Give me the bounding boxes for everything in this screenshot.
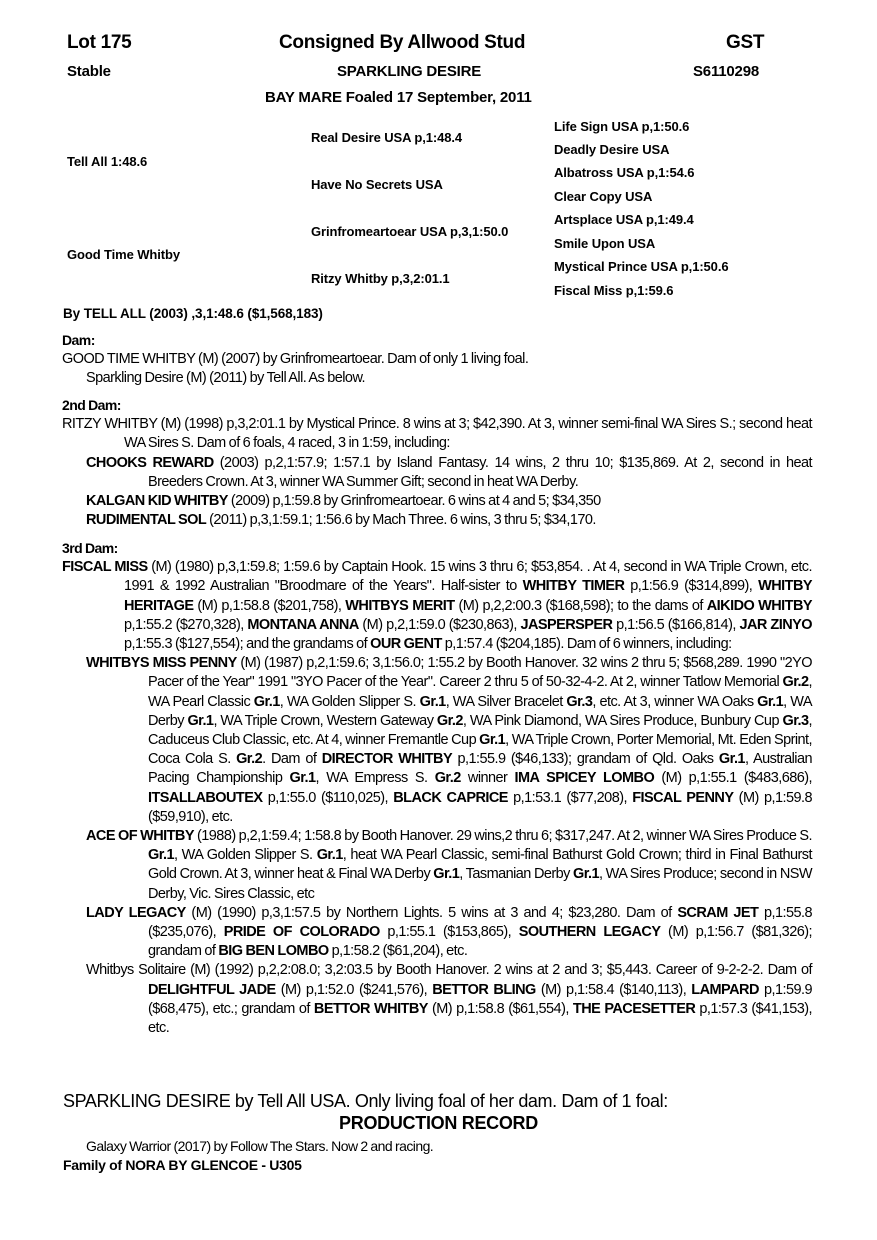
text-run: , WA Sires Produce; second in NSW Derby, Vic. Sires Classic, etc bbox=[148, 866, 812, 902]
bold-run: Gr.1 bbox=[479, 732, 506, 749]
bold-run: ACE OF WHITBY bbox=[86, 828, 194, 845]
text-run: , WA Triple Crown, Western Gateway bbox=[213, 712, 437, 729]
horse-description: BAY MARE Foaled 17 September, 2011 bbox=[265, 89, 532, 106]
text-run: . Dam of bbox=[262, 751, 322, 768]
summary-line: SPARKLING DESIRE by Tell All USA. Only living foal of her dam. Dam of 1 foal: bbox=[63, 1091, 668, 1111]
pedigree-sire-sire: Real Desire USA p,1:48.4 bbox=[311, 130, 463, 145]
bold-run: Gr.1 bbox=[148, 847, 175, 864]
text-run: (M) (1987) p,2,1:59.6; 3,1:56.0; 1:55.2 by Booth Hanover. 32 wins 2 thru 5; $568,289. 1990 "2YO Pacer of the Year" 1991 "3YO Pacer of the Year". Career 2 thru 5 of 50-32-4-2. At 2, winner Tatlow Memorial bbox=[148, 655, 813, 691]
bold-run: WHITBYS MERIT bbox=[345, 597, 455, 614]
horse-id: S6110298 bbox=[693, 63, 759, 80]
second-dam-progeny bbox=[62, 454, 812, 492]
dam-foal: Sparkling Desire (M) (2011) by Tell All. As below. bbox=[86, 370, 366, 387]
third-dam-section bbox=[62, 539, 812, 1038]
text-run: , Australian Pacing Championship bbox=[148, 751, 812, 787]
pedigree-gen3: Clear Copy USA bbox=[554, 189, 653, 204]
bold-run: Gr.1 bbox=[253, 693, 280, 710]
text-run: p,1:55.8 ($235,076), bbox=[148, 904, 812, 941]
bold-run: PRIDE OF COLORADO bbox=[223, 924, 380, 941]
progeny-details: (2003) p,2,1:57.9; 1:57.1 by Island Fantasy. 14 wins, 2 thru 10; $135,869. At 2, second in heat Breeders Crown. At 3, winner WA Summer Gift; second in heat WA Derby. bbox=[148, 454, 812, 490]
progeny-name: CHOOKS REWARD bbox=[86, 454, 214, 471]
family-line: Family of NORA BY GLENCOE - U305 bbox=[63, 1157, 302, 1173]
pedigree-sire: Tell All 1:48.6 bbox=[67, 154, 148, 169]
text-run: (M) (1990) p,3,1:57.5 by Northern Lights. 5 wins at 3 and 4; $23,280. Dam of bbox=[185, 904, 678, 921]
text-run: , etc. At 3, winner WA Oaks bbox=[592, 693, 758, 710]
bold-run: FISCAL PENNY bbox=[632, 789, 734, 806]
second-dam-progeny bbox=[62, 511, 812, 530]
bold-run: WHITBY HERITAGE bbox=[124, 578, 812, 614]
bold-run: BETTOR WHITBY bbox=[313, 1000, 428, 1017]
bold-run: JAR ZINYO bbox=[739, 616, 812, 633]
bold-run: FISCAL MISS bbox=[62, 559, 148, 576]
bold-run: Gr.2 bbox=[782, 674, 809, 691]
text-run: p,1:55.9 ($46,133); grandam of Qld. Oaks bbox=[452, 751, 719, 768]
bold-run: MONTANA ANNA bbox=[247, 616, 359, 633]
text-run: p,1:55.1 ($153,865), bbox=[379, 924, 519, 941]
bold-run: BLACK CAPRICE bbox=[393, 789, 508, 806]
bold-run: Gr.1 bbox=[419, 693, 446, 710]
text-run: (M) p,1:55.1 ($483,686), bbox=[654, 770, 812, 787]
bold-run: BETTOR BLING bbox=[432, 981, 536, 998]
second-dam-title: 2nd Dam: bbox=[62, 397, 121, 413]
second-dam-progeny bbox=[62, 492, 812, 511]
pedigree-sire-dam: Have No Secrets USA bbox=[311, 177, 443, 192]
text-run: , heat WA Pearl Classic, semi-final Bathurst Gold Crown; third in Final Bathurst Gold Crown. At 3, winner heat & Final WA Derby bbox=[148, 847, 812, 883]
bold-run: JASPERSPER bbox=[520, 616, 613, 633]
text-run: , WA Triple Crown, Porter Memorial, Mt. Eden Sprint, Coca Cola S. bbox=[148, 732, 813, 768]
text-run: winner bbox=[460, 770, 515, 787]
text-run: (M) (1980) p,3,1:59.8; 1:59.6 by Captain Hook. 15 wins 3 thru 6; $53,854. . At 4, second in WA Triple Crown, etc. 1991 & 1992 Australian "Broodmare of the Years". Half-sister to bbox=[124, 559, 812, 595]
text-run: p,1:59.9 ($68,475), etc.; grandam of bbox=[148, 981, 812, 1017]
progeny-name: KALGAN KID WHITBY bbox=[86, 493, 228, 510]
text-run: (M) p,1:58.4 ($140,113), bbox=[535, 981, 692, 998]
lot-number: Lot 175 bbox=[67, 32, 132, 53]
production-item: Galaxy Warrior (2017) by Follow The Stars. Now 2 and racing. bbox=[86, 1138, 434, 1154]
bold-run: BIG BEN LOMBO bbox=[218, 943, 329, 960]
bold-run: Gr.1 bbox=[573, 866, 600, 883]
bold-run: ITSALLABOUTEX bbox=[148, 789, 263, 806]
third-dam-progeny bbox=[62, 961, 812, 1038]
bold-run: Gr.2 bbox=[434, 770, 461, 787]
text-run: p,1:58.2 ($61,204), etc. bbox=[328, 943, 468, 960]
pedigree-gen3: Artsplace USA p,1:49.4 bbox=[554, 212, 694, 227]
bold-run: WHITBY TIMER bbox=[522, 578, 625, 595]
pedigree-gen3: Albatross USA p,1:54.6 bbox=[554, 165, 695, 180]
dam-section bbox=[62, 331, 812, 389]
text-run: , WA Golden Slipper S. bbox=[279, 693, 420, 710]
text-run: p,1:56.5 ($166,814), bbox=[612, 616, 740, 633]
text-run: p,1:56.9 ($314,899), bbox=[624, 578, 759, 595]
pedigree-gen3: Smile Upon USA bbox=[554, 236, 656, 251]
text-run: p,1:55.0 ($110,025), bbox=[262, 789, 394, 806]
text-run: , Caduceus Club Classic, etc. At 4, winner Fremantle Cup bbox=[148, 712, 812, 749]
bold-run: IMA SPICEY LOMBO bbox=[514, 770, 655, 787]
bold-run: Gr.1 bbox=[187, 712, 214, 729]
pedigree-gen3: Fiscal Miss p,1:59.6 bbox=[554, 283, 674, 298]
bold-run: Gr.3 bbox=[782, 712, 809, 729]
dam-title: Dam: bbox=[62, 332, 95, 348]
text-run: , WA Empress S. bbox=[315, 770, 435, 787]
bold-run: DELIGHTFUL JADE bbox=[148, 981, 276, 998]
bold-run: OUR GENT bbox=[370, 636, 442, 653]
pedigree-dam-dam: Ritzy Whitby p,3,2:01.1 bbox=[311, 271, 450, 286]
text-run: (M) p,2,2:00.3 ($168,598); to the dams of bbox=[454, 597, 707, 614]
bold-run: Gr.1 bbox=[316, 847, 343, 864]
pedigree-gen3: Deadly Desire USA bbox=[554, 142, 670, 157]
text-run: p,1:55.3 ($127,554); and the grandams of bbox=[124, 636, 371, 653]
bold-run: LAMPARD bbox=[691, 981, 759, 998]
bold-run: SOUTHERN LEGACY bbox=[518, 924, 661, 941]
second-dam-section bbox=[62, 396, 812, 530]
text-run: p,1:57.3 ($41,153), etc. bbox=[148, 1000, 812, 1037]
bold-run: Gr.2 bbox=[436, 712, 463, 729]
bold-run: Gr.2 bbox=[236, 751, 263, 768]
bold-run: Gr.1 bbox=[433, 866, 460, 883]
bold-run: WHITBYS MISS PENNY bbox=[86, 655, 237, 672]
third-dam-progeny bbox=[62, 654, 812, 827]
gst-label: GST bbox=[726, 32, 765, 53]
horse-name: SPARKLING DESIRE bbox=[337, 63, 482, 80]
pedigree-gen3: Life Sign USA p,1:50.6 bbox=[554, 119, 690, 134]
third-dam-title: 3rd Dam: bbox=[62, 540, 118, 556]
text-run: , WA Pink Diamond, WA Sires Produce, Bunbury Cup bbox=[462, 712, 783, 729]
text-run: (M) p,1:58.8 ($61,554), bbox=[427, 1000, 573, 1017]
second-dam-main: RITZY WHITBY (M) (1998) p,3,2:01.1 by Mystical Prince. 8 wins at 3; $42,390. At 3, winner semi-final WA Sires S.; second heat WA Sires S. Dam of 6 foals, 4 raced, 3 in 1:59, including: bbox=[62, 416, 812, 452]
bold-run: LADY LEGACY bbox=[86, 904, 186, 921]
text-run: p,1:55.2 ($270,328), bbox=[124, 616, 248, 633]
third-dam-progeny bbox=[62, 904, 812, 962]
dam-main: GOOD TIME WHITBY (M) (2007) by Grinfromeartoear. Dam of only 1 living foal. bbox=[62, 351, 529, 368]
text-run: (M) p,1:56.7 ($81,326); grandam of bbox=[148, 924, 812, 960]
text-run: , Tasmanian Derby bbox=[459, 866, 574, 883]
progeny-details: (2009) p,1:59.8 by Grinfromeartoear. 6 wins at 4 and 5; $34,350 bbox=[227, 493, 601, 510]
text-run: , WA Pearl Classic bbox=[148, 674, 812, 710]
bold-run: DIRECTOR WHITBY bbox=[321, 751, 453, 768]
pedigree-dam: Good Time Whitby bbox=[67, 247, 180, 262]
text-run: (M) p,1:58.8 ($201,758), bbox=[193, 597, 346, 614]
pedigree-dam-sire: Grinfromeartoear USA p,3,1:50.0 bbox=[311, 224, 509, 239]
text-run: p,1:53.1 ($77,208), bbox=[507, 789, 633, 806]
text-run: p,1:57.4 ($204,185). Dam of 6 winners, including: bbox=[441, 636, 732, 653]
bold-run: Gr.1 bbox=[718, 751, 745, 768]
bold-run: THE PACESETTER bbox=[572, 1000, 696, 1017]
bold-run: Gr.3 bbox=[566, 693, 593, 710]
text-run: Whitbys Solitaire (M) (1992) p,2,2:08.0; 3,2:03.5 by Booth Hanover. 2 wins at 2 and 3; $5,443. Career of 9-2-2-2. Dam of bbox=[86, 962, 812, 979]
bold-run: Gr.1 bbox=[757, 693, 784, 710]
text-run: , WA Silver Bracelet bbox=[445, 693, 567, 710]
progeny-name: RUDIMENTAL SOL bbox=[86, 512, 207, 529]
bold-run: SCRAM JET bbox=[677, 904, 759, 921]
pedigree-gen3: Mystical Prince USA p,1:50.6 bbox=[554, 259, 729, 274]
text-run: (M) p,2,1:59.0 ($230,863), bbox=[358, 616, 521, 633]
bold-run: AIKIDO WHITBY bbox=[706, 597, 813, 614]
third-dam-progeny bbox=[62, 827, 812, 904]
text-run: (1988) p,2,1:59.4; 1:58.8 by Booth Hanover. 29 wins,2 thru 6; $317,247. At 2, winner WA Sires Produce S. bbox=[193, 828, 813, 845]
sire-line: By TELL ALL (2003) ,3,1:48.6 ($1,568,183) bbox=[63, 306, 323, 321]
text-run: (M) p,1:59.8 ($59,910), etc. bbox=[148, 789, 812, 825]
progeny-details: (2011) p,3,1:59.1; 1:56.6 by Mach Three. 6 wins, 3 thru 5; $34,170. bbox=[206, 512, 596, 529]
location: Stable bbox=[67, 63, 111, 80]
third-dam-main bbox=[62, 558, 812, 654]
bold-run: Gr.1 bbox=[289, 770, 316, 787]
text-run: , WA Golden Slipper S. bbox=[174, 847, 317, 864]
text-run: , WA Derby bbox=[148, 693, 812, 729]
text-run: (M) p,1:52.0 ($241,576), bbox=[275, 981, 433, 998]
consignor: Consigned By Allwood Stud bbox=[279, 32, 526, 53]
production-record-title: PRODUCTION RECORD bbox=[339, 1113, 538, 1133]
